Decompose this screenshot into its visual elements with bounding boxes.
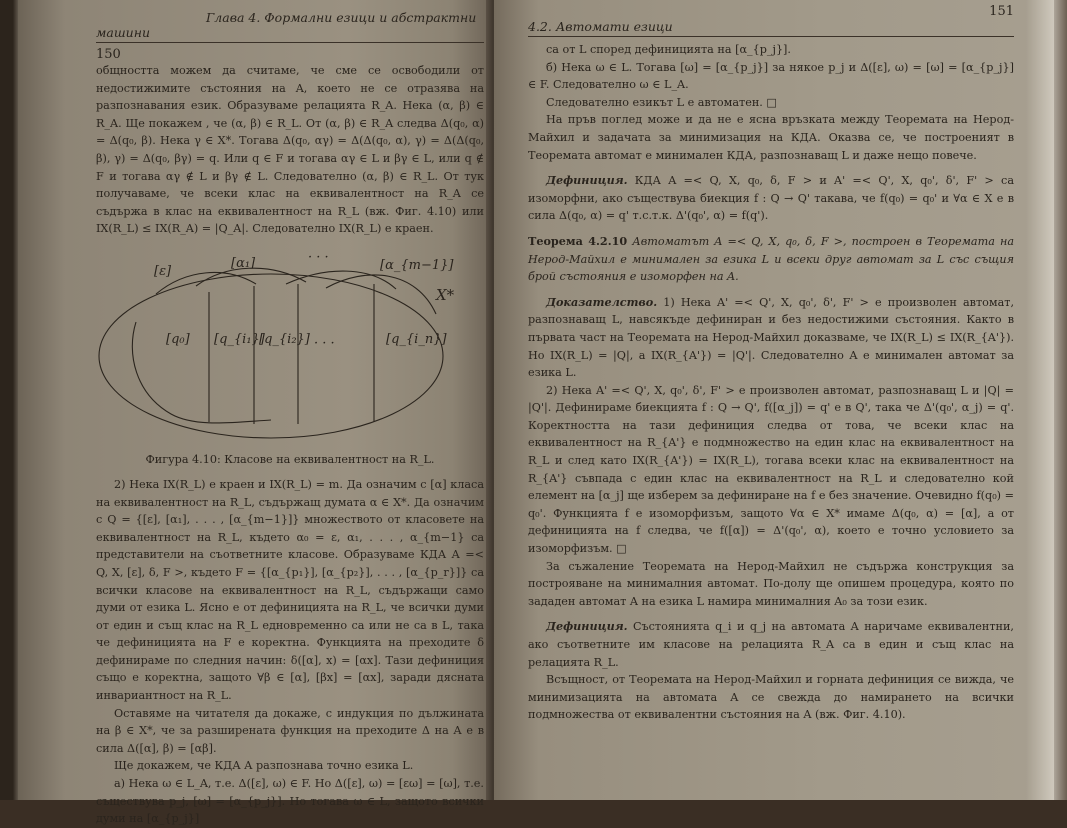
right-running-head: [528, 19, 1014, 37]
right-running-head-text: 4.2. Автомати езици: [528, 19, 673, 34]
label-qi1: [q_{i₁}]: [214, 331, 265, 347]
theorem-label: Теорема 4.2.10: [528, 233, 628, 248]
definition-1-label: Дефиниция.: [546, 173, 628, 188]
left-page: [18, 0, 490, 826]
label-qi2: [q_{i₂}]: [259, 331, 310, 347]
right-page-number: 151: [989, 4, 1014, 19]
left-paragraph-5: а) Нека ω ∈ L_A, т.е. Δ([ε], ω) ∈ F. Но Δ([ε], ω) = [εω] = [ω], т.е. съществува p_j, [ω] = [α_{p_j}]. Но тогава ω ∈ L, защото всички думи на [α_{p_j}]: [96, 777, 484, 826]
left-paragraph-3: Оставяме на читателя да докаже, с индукция по дължината на β ∈ X*, че за разширената функция на преходите Δ на A е в сила Δ([α], β) = [αβ].: [96, 706, 484, 755]
right-paragraph-1: са от L според дефиницията на [α_{p_j}].: [546, 43, 791, 56]
proof-label: Доказателство.: [546, 294, 658, 309]
right-final-paragraph: Всъщност, от Теоремата на Нерод-Майхил и горната дефиниция се вижда, че минимизацията на автомата A се свежда до намирането на всички подмножества от еквивалентни състояния на A (вж. Фиг. 4.10).: [528, 673, 1014, 722]
label-x-star: X*: [436, 285, 455, 304]
label-alpha-m-1: [α_{m−1}]: [380, 257, 454, 273]
label-q0: [q₀]: [166, 331, 190, 347]
label-qin: [q_{i_n}]: [386, 331, 447, 347]
left-paragraph-1: общността можем да считаме, че сме се освободили от недостижимите състояния на A, което не се отразява на разпознавания език. Образуваме релацията R_A. Нека (α, β) ∈ R_A. Ще покажем , че (α, β) ∈ R_L. От (α, β) ∈ R_A следва Δ(q₀, α) = Δ(q₀, β). Нека γ ∈ X*. Тогава Δ(q₀, αγ) = Δ(Δ(q₀, α), γ) = Δ(Δ(q₀, β), γ) = Δ(q₀, βγ) = q. Или q ∈ F и тогава αγ ∈ L и βγ ∈ L, или q ∉ F и тогава αγ ∉ L и βγ ∉ L. Следователно (α, β) ∈ R_L. От тук получаваме, че всеки клас на еквивалентност на R_A се съдържа в клас на еквивалентност на R_L (вж. Фиг. 4.10) или IX(R_L) ≤ IX(R_A) = |Q_A|. Следователно IX(R_L) е краен.: [96, 64, 484, 236]
label-epsilon: [ε]: [154, 263, 172, 279]
left-running-head-text: Глава 4. Формални езици и абстрактни машини: [96, 10, 477, 40]
definition-equivalent: [528, 618, 1014, 671]
left-paragraph-4: Ще докажем, че КДА A разпознава точно езика L.: [114, 759, 414, 773]
class-arc-4: [326, 275, 436, 314]
theorem-text: Автоматът A =< Q, X, q₀, δ, F >, построен в Теоремата на Нерод-Майхил е минимален за езика L и всеки друг автомат за L със същия брой състояния е изоморфен на A.: [528, 234, 1015, 284]
figure-caption: Фигура 4.10: Класове на еквивалентност на R_L.: [145, 452, 435, 466]
left-page-number: 150: [96, 47, 121, 62]
label-alpha-1: [α₁]: [231, 255, 256, 271]
proof-paragraph-2: 2) Нека A' =< Q', X, q₀', δ', F' > е произволен автомат, разпознаващ L и |Q| = |Q'|. Дефинираме биекцията f : Q → Q', f([α_j]) = q' е в Q', така че Δ'(q₀', α_j) = q'. Коректността на тази дефиниция следва от това, че всеки клас на еквивалентност на R_{A'} е подмножество на един клас на еквивалентност на R_L и след като IX(R_{A'}) = IX(R_L), тогава всеки клас на еквивалентност на R_{A'} съвпада с един клас на еквивалентност на R_L и следователно кой елемент на [α_j] ще изберем за дефиниране на f е без значение. Очевидно f(q₀) = q₀'. Функцията f е изоморфизъм, защото ∀α ∈ X* имаме Δ(q₀, α) = [α], а от дефиницията на f следва, че f([α]) = Δ'(q₀', α), което е точно условието за изоморфизъм. □: [528, 383, 1014, 556]
proof-paragraph-3: За съжаление Теоремата на Нерод-Майхил не съдържа конструкция за построяване на минималния автомат. По-долу ще опишем процедура, която по зададен автомат A на езика L намира минималния A₀ за този език.: [528, 559, 1014, 608]
definition-1-text: КДА A =< Q, X, q₀, δ, F > и A' =< Q', X, q₀', δ', F' > са изоморфни, ако съществува биекция f : Q → Q' такава, че f(q₀) = q₀' и ∀α ∈ X е в сила Δ(q₀, α) = q' т.с.т.к. Δ'(q₀', α) = f(q').: [528, 174, 1014, 223]
left-running-head: [96, 10, 484, 43]
right-paragraph-3: Следователно езикът L е автоматен. □: [546, 95, 777, 109]
theorem-4-2-10: [528, 233, 1014, 286]
proof-paragraph-1: [528, 294, 1014, 382]
x-star-ellipse: [99, 274, 443, 438]
definition-isomorphic: [528, 172, 1014, 225]
proof-text-1: 1) Нека A' =< Q', X, q₀', δ', F' > е произволен автомат, разпознаващ L, навсякъде дефиниран и без недостижими състояния. Както в първата част на Теоремата на Нерод-Майхил доказваме, че IX(R_L) ≤ IX(R_{A'}). Но IX(R_L) = |Q|, а IX(R_{A'}) = |Q'|. Следователно A е минимален автомат за езика L.: [528, 295, 1014, 380]
right-page: [494, 0, 1054, 800]
label-top-dots: · · ·: [308, 249, 329, 265]
right-paragraph-2: б) Нека ω ∈ L. Тогава [ω] = [α_{p_j}] за някое p_j и Δ([ε], ω) = [ω] = [α_{p_j}] ∈ F. Следователно ω ∈ L_A.: [528, 60, 1014, 92]
definition-2-label: Дефиниция.: [546, 619, 628, 634]
figure-4-10: [96, 244, 466, 449]
left-paragraph-2: 2) Нека IX(R_L) е краен и IX(R_L) = m. Да означим с [α] класа на еквивалентност на R_L, съдържащ думата α ∈ X*. Да означим с Q = {[ε], [α₁], . . . , [α_{m−1}]} множеството от класовете на еквивалентност на R_L, където α₀ = ε, α₁, . . . , α_{m−1} са представители на съответните класове. Образуваме КДА A =< Q, X, [ε], δ, F >, където F = {[α_{p₁}], [α_{p₂}], . . . , [α_{p_r}]} са всички класове на еквивалентност на R_L, съдържащи само думи от езика L. Ясно е от дефиницията на R_L, че всички думи от един и същ клас на R_L едновременно са или не са в L, така че дефиницията на F е коректна. Функцията на преходите δ дефинираме по следния начин: δ([α], x) = [αx]. Тази дефиниция също е коректна, защото ∀β ∈ [α], [βx] = [αx], заради дясната инвариантност на R_L.: [96, 477, 484, 703]
label-inner-dots: · · ·: [314, 335, 335, 351]
right-paragraph-4: На пръв поглед може и да не е ясна връзката между Теоремата на Нерод-Майхил и задачата за минимизация на КДА. Оказва се, че построеният в Теоремата автомат е минимален КДА, разпознаващ L и даже нещо повече.: [528, 113, 1014, 162]
definition-2-text: Състоянията q_i и q_j на автомата A наричаме еквивалентни, ако съответните им класове на релацията R_A са в един и същ клас на релацията R_L.: [528, 620, 1014, 669]
